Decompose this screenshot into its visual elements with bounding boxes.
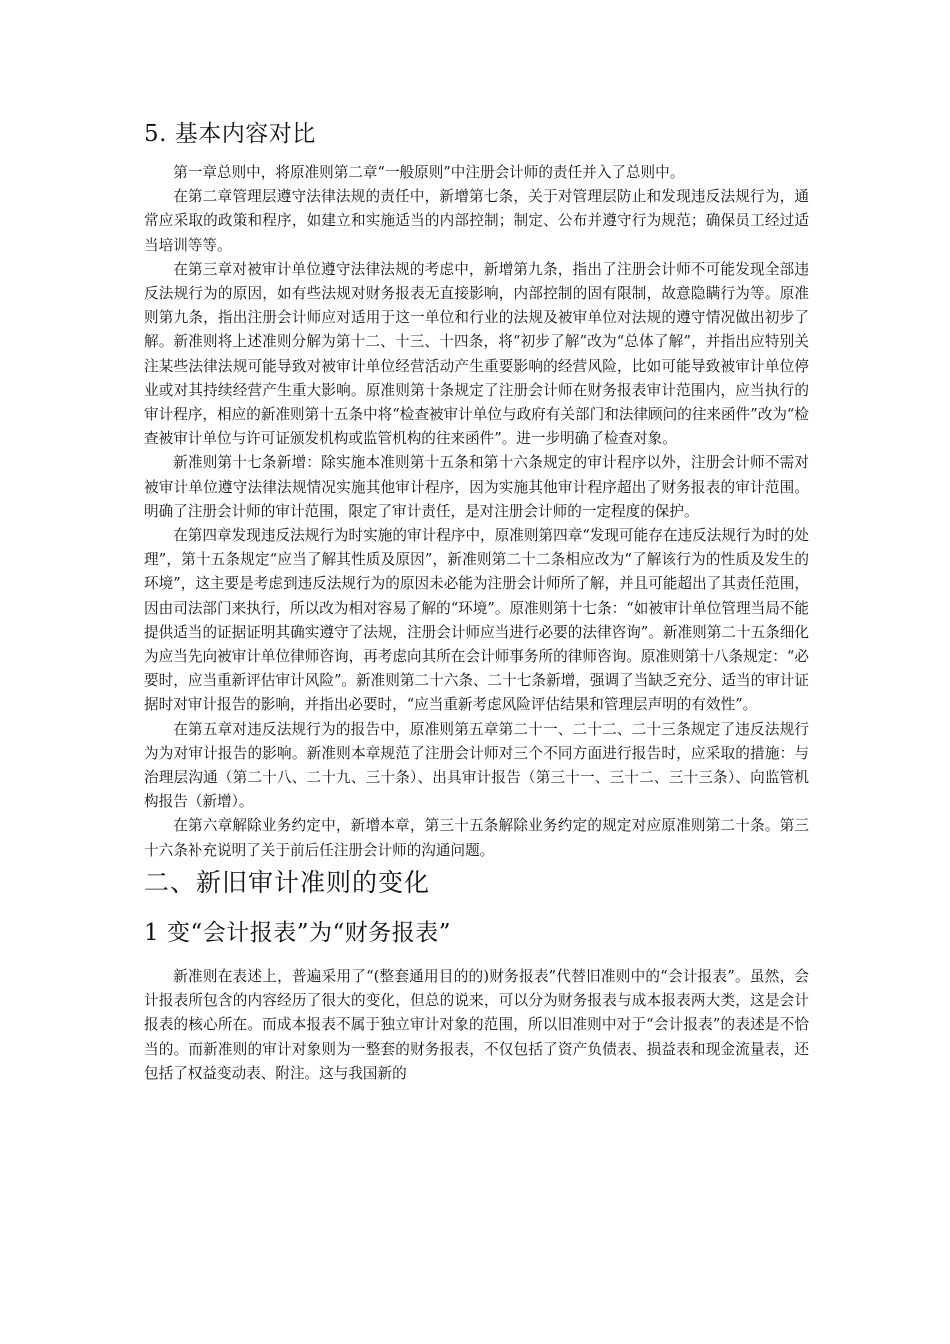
section-body	[144, 161, 809, 863]
subsection-body	[144, 965, 809, 1086]
paragraph: 在第二章管理层遵守法律法规的责任中，新增第七条，关于对管理层防止和发现违反法规行为，通常应采取的政策和程序，如建立和实施适当的内部控制；制定、公布并遵守行为规范；确保员工经过适当培训等等。	[144, 188, 809, 254]
chapter-heading-audit-standard-changes: 二、新旧审计准则的变化	[144, 867, 431, 897]
section-heading-basic-content-comparison: 5. 基本内容对比	[144, 121, 316, 147]
paragraph: 在第四章发现违反法规行为时实施的审计程序中，原准则第四章“发现可能存在违反法规行为时的处理”，第十五条规定“应当了解其性质及原因”，新准则第二十二条相应改为“了解该行为的性质及发生的环境”，这主要是考虑到违反法规行为的原因未必能为注册会计师所了解，并且可能超出了其责任范围，因由司法部门来执行，所以改为相对容易了解的“环境”。原准则第十七条：“如被审计单位管理当局不能提供适当的证据证明其确实遵守了法规，注册会计师应当进行必要的法律咨询”。新准则第二十五条细化为应当先向被审计单位律师咨询，再考虑向其所在会计师事务所的律师咨询。原准则第十八条规定：“必要时，应当重新评估审计风险”。新准则第二十六条、二十七条新增，强调了当缺乏充分、适当的审计证据时对审计报告的影响，并指出必要时，“应当重新考虑风险评估结果和管理层声明的有效性”。	[144, 527, 809, 714]
document-page	[144, 118, 809, 1086]
paragraph: 在第三章对被审计单位遵守法律法规的考虑中，新增第九条，指出了注册会计师不可能发现全部违反法规行为的原因，如有些法规对财务报表无直接影响，内部控制的固有限制，故意隐瞒行为等。原准则第九条，指出注册会计师应对适用于这一单位和行业的法规及被审单位对法规的遵守情况做出初步了解。新准则将上述准则分解为第十二、十三、十四条，将“初步了解”改为“总体了解”，并指出应特别关注某些法律法规可能导致对被审计单位经营活动产生重要影响的经营风险，比如可能导致被审计单位停业或对其持续经营产生重大影响。原准则第十条规定了注册会计师在财务报表审计范围内，应当执行的审计程序，相应的新准则第十五条中将“检查被审计单位与政府有关部门和法律顾问的往来函件”改为“检查被审计单位与许可证颁发机构或监管机构的往来函件”。进一步明确了检查对象。	[144, 260, 809, 448]
paragraph: 新准则在表述上，普遍采用了“(整套通用目的的)财务报表”代替旧准则中的“会计报表”。虽然，会计报表所包含的内容经历了很大的变化，但总的说来，可以分为财务报表与成本报表两大类，这是会计报表的核心所在。而成本报表不属于独立审计对象的范围，所以旧准则中对于“会计报表”的表述是不恰当的。而新准则的审计对象则为一整套的财务报表，不仅包括了资产负债表、损益表和现金流量表，还包括了权益变动表、附注。这与我国新的	[144, 967, 809, 1082]
paragraph: 在第六章解除业务约定中，新增本章，第三十五条解除业务约定的规定对应原准则第二十条。第三十六条补充说明了关于前后任注册会计师的沟通问题。	[144, 817, 809, 859]
paragraph: 新准则第十七条新增：除实施本准则第十五条和第十六条规定的审计程序以外，注册会计师不需对被审计单位遵守法律法规情况实施其他审计程序，因为实施其他审计程序超出了财务报表的审计范围。明确了注册会计师的审计范围，限定了审计责任，是对注册会计师的一定程度的保护。	[144, 454, 809, 520]
paragraph: 第一章总则中，将原准则第二章“一般原则”中注册会计师的责任并入了总则中。	[173, 164, 685, 181]
paragraph: 在第五章对违反法规行为的报告中，原准则第五章第二十一、二十二、二十三条规定了违反法规行为为对审计报告的影响。新准则本章规范了注册会计师对三个不同方面进行报告时，应采取的措施：与治理层沟通（第二十八、二十九、三十条）、出具审计报告（第三十一、三十二、三十三条）、向监管机构报告（新增）。	[144, 720, 809, 811]
subsection-heading-financial-statements: 1 变“会计报表”为“财务报表”	[144, 919, 451, 946]
